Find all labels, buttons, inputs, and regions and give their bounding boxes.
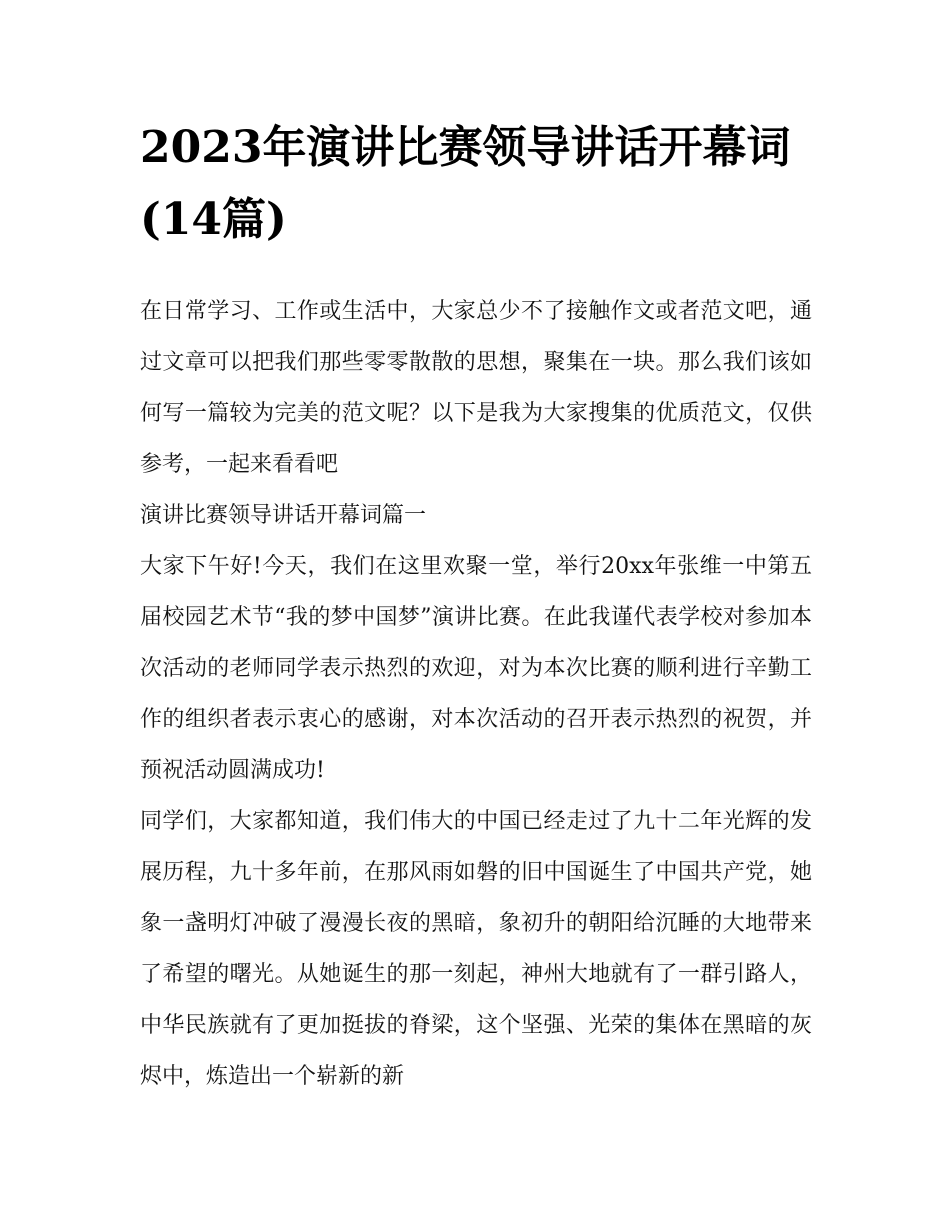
intro-paragraph: 在日常学习、工作或生活中，大家总少不了接触作文或者范文吧，通过文章可以把我们那些零零散散的思想，聚集在一块。那么我们该如何写一篇较为完美的范文呢？以下是我为大家搜集的优质范文，仅供参考，一起来看看吧 bbox=[140, 299, 812, 477]
document-title: 2023年演讲比赛领导讲话开幕词(14篇) bbox=[140, 122, 791, 245]
body-paragraph: 大家下午好!今天，我们在这里欢聚一堂，举行20xx年张维一中第五届校园艺术节“我的梦中国梦”演讲比赛。在此我谨代表学校对参加本次活动的老师同学表示热烈的欢迎，对为本次比赛的顺利进行辛勤工作的组织者表示衷心的感谢，对本次活动的召开表示热烈的祝贺，并预祝活动圆满成功! bbox=[140, 554, 812, 783]
body-paragraph: 同学们，大家都知道，我们伟大的中国已经走过了九十二年光辉的发展历程，九十多年前，在那风雨如磐的旧中国诞生了中国共产党，她象一盏明灯冲破了漫漫长夜的黑暗，象初升的朝阳给沉睡的大地带来了希望的曙光。从她诞生的那一刻起，神州大地就有了一群引路人，中华民族就有了更加挺拔的脊梁，这个坚强、光荣的集体在黑暗的灰烬中，炼造出一个崭新的新 bbox=[140, 809, 812, 1089]
document-page bbox=[140, 112, 812, 1102]
document-body bbox=[140, 286, 812, 1102]
section-heading: 演讲比赛领导讲话开幕词篇一 bbox=[140, 503, 427, 528]
